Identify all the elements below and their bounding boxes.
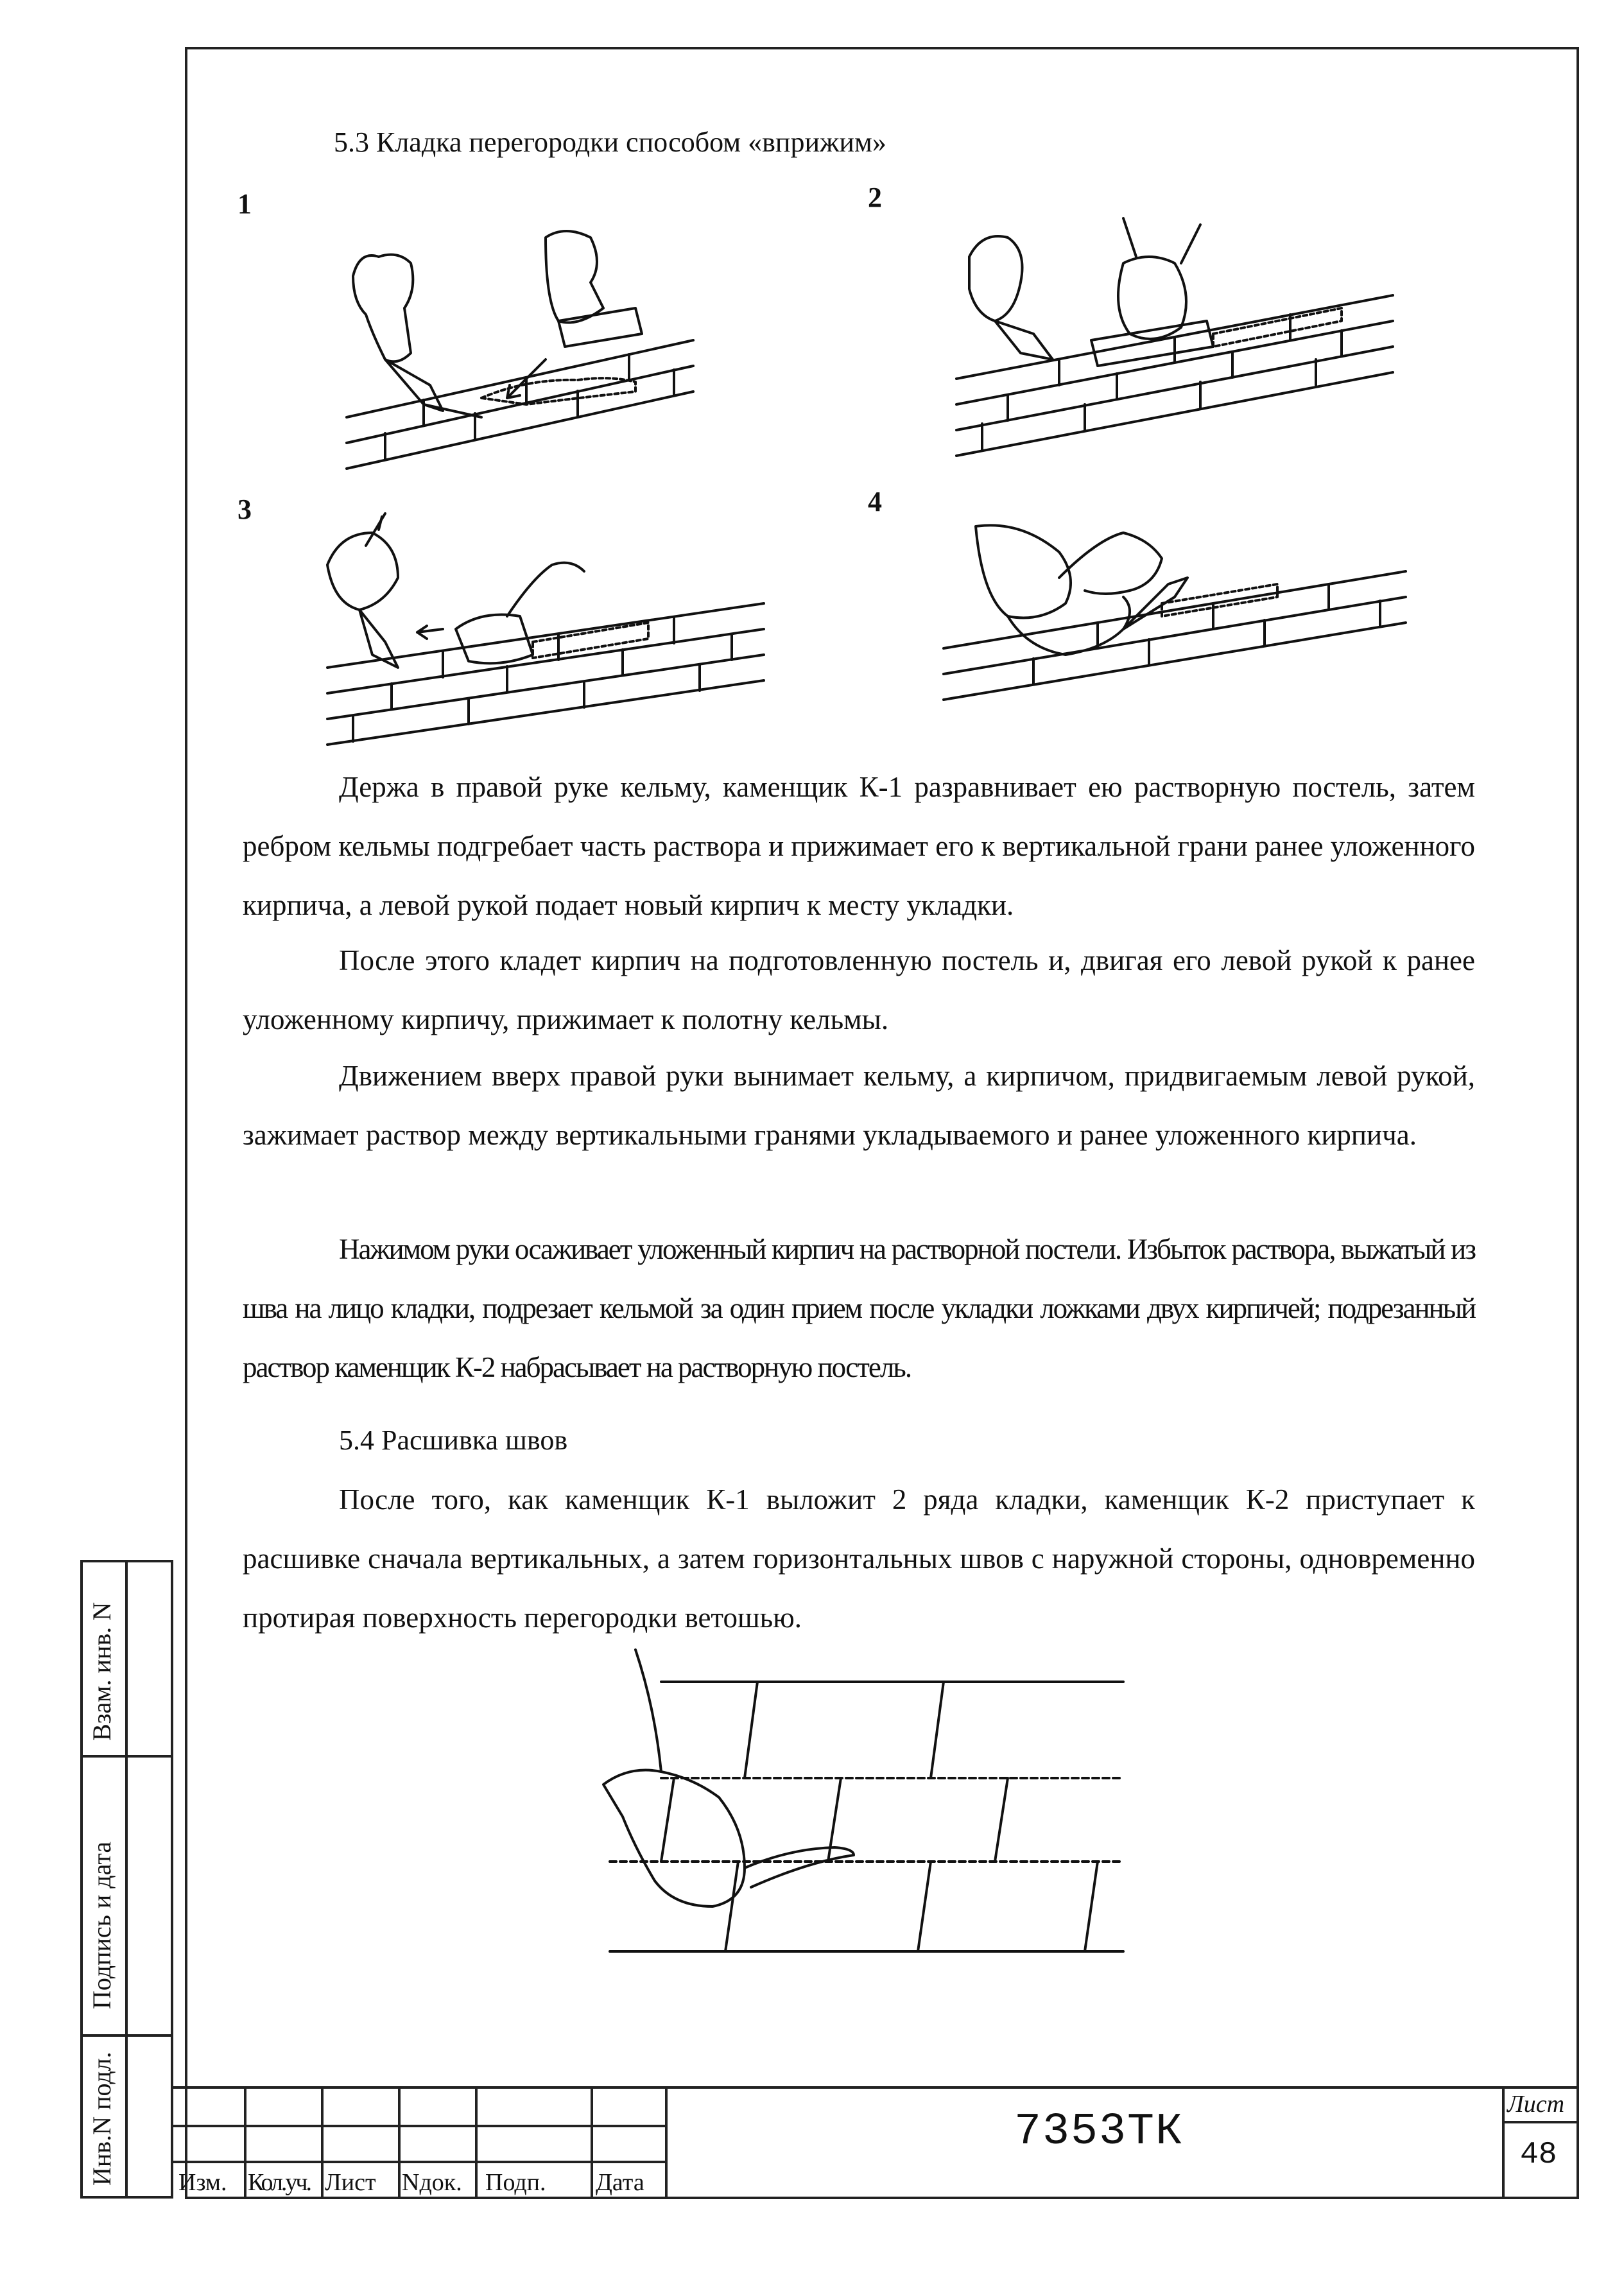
side-stamp-inv-podl: Инв.N подл. — [87, 2052, 116, 2186]
section-5-3-paragraph-2: После этого кладет кирпич на подготовленную постель и, двигая его левой рукой к ранее уложенному кирпичу, прижимает к полотну кельмы. — [243, 944, 1475, 1035]
side-stamp-vzam-inv: Взам. инв. N — [87, 1602, 116, 1741]
sheet-label: Лист — [1507, 2091, 1565, 2118]
title-block-col-ndok: Nдок. — [402, 2169, 462, 2196]
section-5-3-paragraph-4: Нажимом руки осаживает уложенный кирпич на растворной постели. Избыток раствора, выжатый из шва на лицо кладки, подрезает кельмой за один прием после укладки ложками двух кирпичей; подрезанный раствор каменщик К-2 набрасывает на растворную постель. — [243, 1233, 1475, 1383]
side-stamp-podpis-data: Подпись и дата — [87, 1841, 116, 2009]
joint-finishing-illustration — [597, 1643, 1136, 1964]
figure-label-1: 1 — [238, 188, 252, 220]
figure-1-illustration — [334, 212, 719, 481]
title-block-col-kol-uch: Кол.уч. — [248, 2169, 311, 2196]
section-5-3-paragraph-1: Держа в правой руке кельму, каменщик К-1 разравнивает ею растворную постель, затем ребром кельмы подгребает часть раствора и прижимает его к вертикальной грани ранее уложенного кирпича, а левой рукой подает новый кирпич к месту укладки. — [243, 771, 1475, 921]
figure-label-4: 4 — [868, 486, 882, 517]
figure-label-2: 2 — [868, 182, 882, 213]
section-5-4-heading: 5.4 Расшивка швов — [339, 1424, 568, 1456]
figure-2-illustration — [944, 205, 1406, 475]
figure-label-3: 3 — [238, 494, 252, 525]
title-block-col-podp: Подп. — [485, 2169, 546, 2196]
sheet-number: 48 — [1520, 2138, 1557, 2172]
figure-4-illustration — [931, 501, 1419, 713]
section-5-3-heading: 5.3 Кладка перегородки способом «вприжим» — [334, 126, 886, 158]
document-code: 7353ТК — [1014, 2107, 1184, 2157]
title-block-col-list: Лист — [325, 2169, 376, 2196]
section-5-3-paragraph-3: Движением вверх правой руки вынимает кельму, а кирпичом, придвигаемым левой рукой, зажимает раствор между вертикальными гранями укладываемого и ранее уложенного кирпича. — [243, 1060, 1475, 1151]
figure-3-illustration — [315, 507, 777, 764]
section-5-4-paragraph: После того, как каменщик К-1 выложит 2 ряда кладки, каменщик К-2 приступает к расшивке сначала вертикальных, а затем горизонтальных швов с наружной стороны, одновременно протирая поверхность перегородки ветошью. — [243, 1483, 1475, 1634]
title-block-col-data: Дата — [596, 2169, 644, 2196]
side-stamp-divider — [125, 1560, 128, 2199]
title-block-col-izm: Изм. — [178, 2169, 227, 2196]
